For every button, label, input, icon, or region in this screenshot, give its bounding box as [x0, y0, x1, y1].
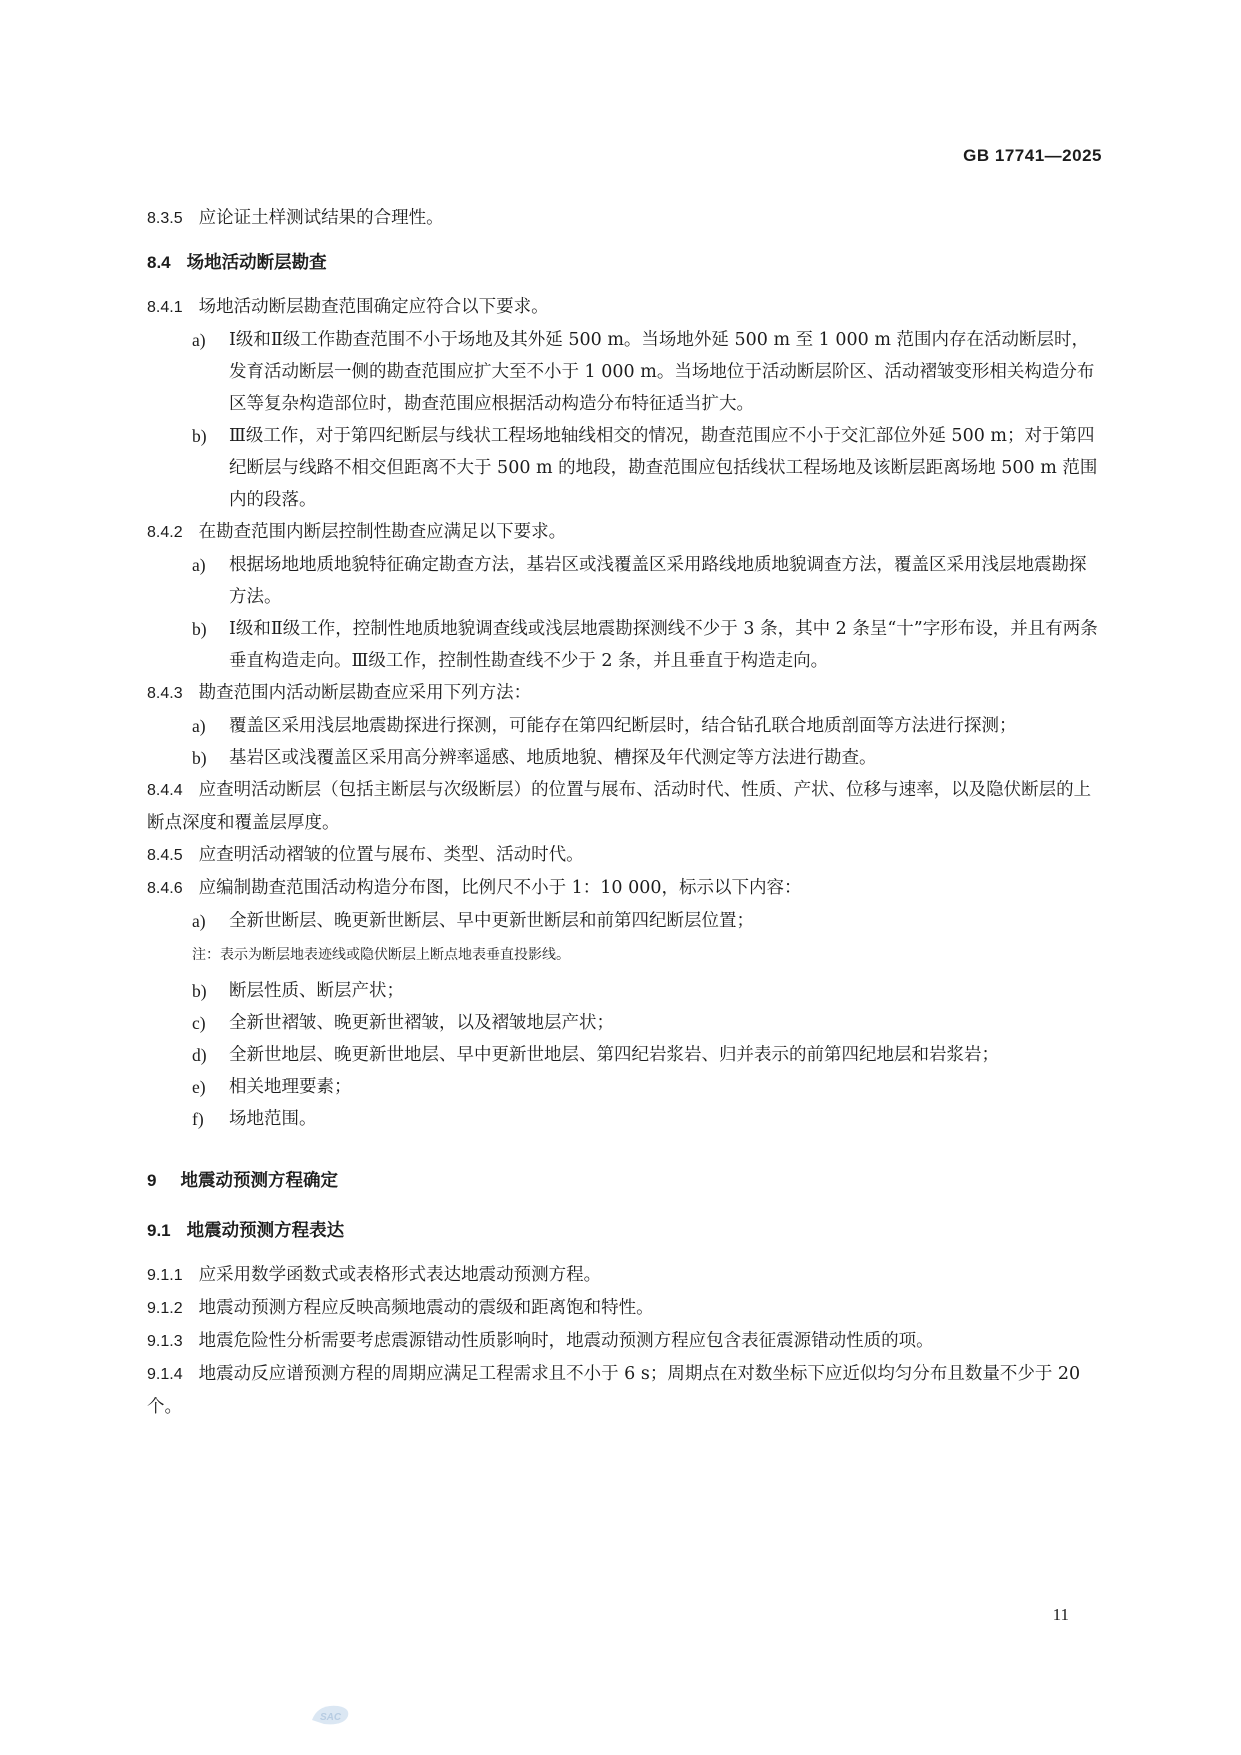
clause-8-4-5: 8.4.5 应查明活动褶皱的位置与展布、类型、活动时代。 [147, 845, 584, 865]
note: 注：表示为断层地表迹线或隐伏断层上断点地表垂直投影线。 [192, 947, 570, 963]
sac-logo-icon [308, 1700, 352, 1728]
clause-8-3-5: 8.3.5 应论证土样测试结果的合理性。 [147, 208, 444, 228]
clause-9-1-3: 9.1.3 地震危险性分析需要考虑震源错动性质影响时，地震动预测方程应包含表征震源错动性质的项。 [147, 1331, 934, 1351]
list-item: b) 断层性质、断层产状； [192, 981, 404, 1001]
document-id: GB 17741—2025 [963, 146, 1102, 165]
list-item: a) Ⅰ级和Ⅱ级工作勘查范围不小于场地及其外延 500 m。当场地外延 500 m 至 1 000 m 范围内存在活动断层时，发育活动断层一侧的勘查范围应扩大至不小于 1 000 m。当场地位于活动断层阶区、活动褶皱变形相关构造分布区等复杂构造部位时，勘查范围应根据活动构造分布特征适当扩大。 [192, 330, 1095, 414]
list-item: a) 根据场地地质地貌特征确定勘查方法，基岩区或浅覆盖区采用路线地质地貌调查方法，覆盖区采用浅层地震勘探方法。 [192, 555, 1087, 607]
list-item: b) Ⅲ级工作，对于第四纪断层与线状工程场地轴线相交的情况，勘查范围应不小于交汇部位外延 500 m；对于第四纪断层与线路不相交但距离不大于 500 m 的地段，勘查范围应包括线状工程场地及该断层距离场地 500 m 范围内的段落。 [192, 426, 1098, 510]
list-item: e) 相关地理要素； [192, 1077, 352, 1097]
section-heading-8-4: 8.4 场地活动断层勘查 [147, 253, 327, 273]
clause-8-4-6: 8.4.6 应编制勘查范围活动构造分布图，比例尺不小于 1：10 000，标示以下内容： [147, 878, 802, 898]
section-heading-9-1: 9.1 地震动预测方程表达 [147, 1221, 345, 1241]
clause-9-1-2: 9.1.2 地震动预测方程应反映高频地震动的震级和距离饱和特性。 [147, 1298, 654, 1318]
clause-9-1-4: 9.1.4 地震动反应谱预测方程的周期应满足工程需求且不小于 6 s；周期点在对数坐标下应近似均匀分布且数量不少于 20 个。 [147, 1364, 1081, 1417]
clause-9-1-1: 9.1.1 应采用数学函数式或表格形式表达地震动预测方程。 [147, 1265, 602, 1285]
list-item: d) 全新世地层、晚更新世地层、早中更新世地层、第四纪岩浆岩、归并表示的前第四纪地层和岩浆岩； [192, 1045, 999, 1065]
svg-text:SAC: SAC [320, 1712, 342, 1723]
list-item: a) 覆盖区采用浅层地震勘探进行探测，可能存在第四纪断层时，结合钻孔联合地质剖面等方法进行探测； [192, 716, 1017, 736]
clause-8-4-1: 8.4.1 场地活动断层勘查范围确定应符合以下要求。 [147, 297, 549, 317]
clause-8-4-3: 8.4.3 勘查范围内活动断层勘查应采用下列方法： [147, 683, 532, 703]
section-heading-9: 9 地震动预测方程确定 [147, 1171, 338, 1191]
clause-8-4-2: 8.4.2 在勘查范围内断层控制性勘查应满足以下要求。 [147, 522, 567, 542]
document-body [147, 202, 1102, 1423]
list-item: f) 场地范围。 [192, 1109, 317, 1129]
list-item: b) 基岩区或浅覆盖区采用高分辨率遥感、地质地貌、槽探及年代测定等方法进行勘查。 [192, 748, 877, 768]
page-number: 11 [1052, 1605, 1069, 1624]
list-item: a) 全新世断层、晚更新世断层、早中更新世断层和前第四纪断层位置； [192, 911, 754, 931]
clause-8-4-4: 8.4.4 应查明活动断层（包括主断层与次级断层）的位置与展布、活动时代、性质、产状、位移与速率，以及隐伏断层的上断点深度和覆盖层厚度。 [147, 780, 1092, 833]
list-item: c) 全新世褶皱、晚更新世褶皱，以及褶皱地层产状； [192, 1013, 614, 1033]
list-item: b) Ⅰ级和Ⅱ级工作，控制性地质地貌调查线或浅层地震勘探测线不少于 3 条，其中 2 条呈“十”字形布设，并且有两条垂直构造走向。Ⅲ级工作，控制性勘查线不少于 2 条，并且垂直于构造走向。 [192, 619, 1098, 671]
